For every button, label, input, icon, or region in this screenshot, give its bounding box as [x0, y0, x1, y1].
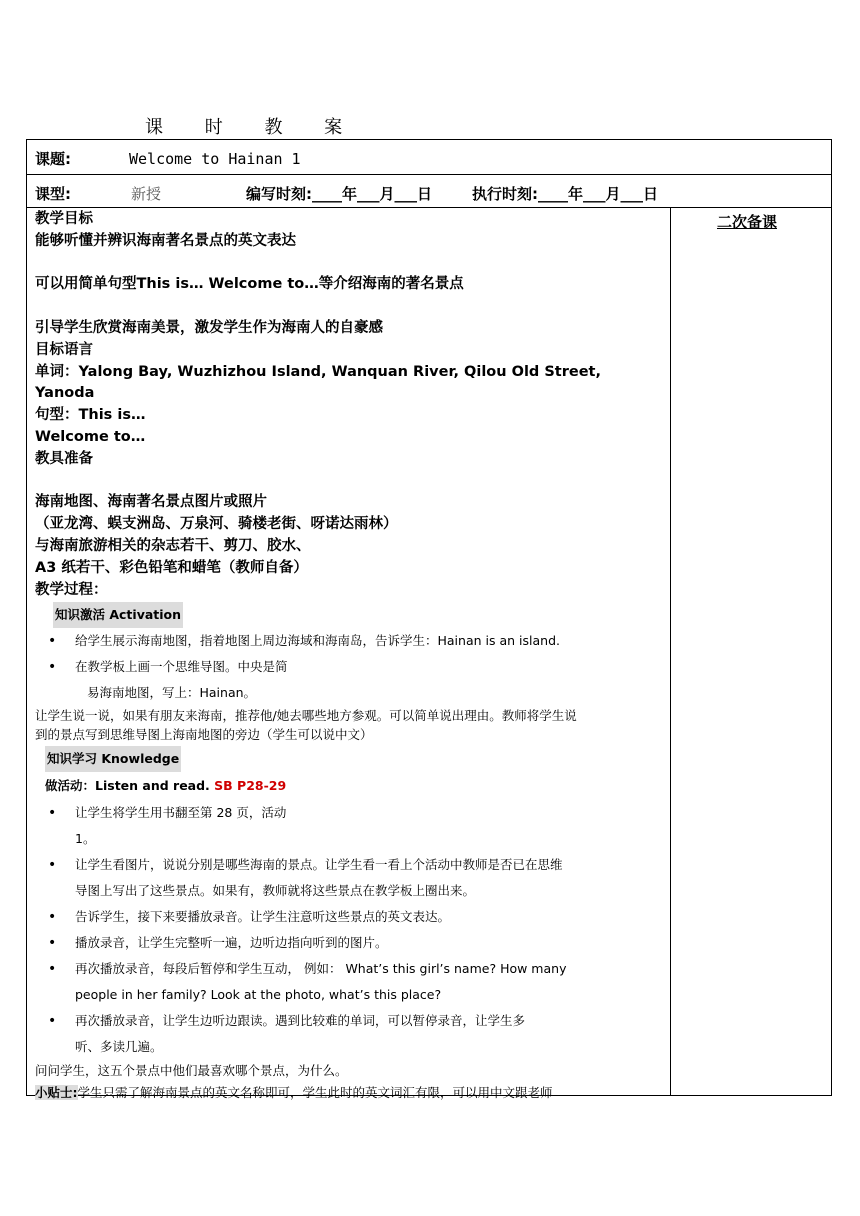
materials-line: 与海南旅游相关的杂志若干、剪刀、胶水、: [35, 537, 311, 554]
activity-ref: SB P28-29: [214, 778, 287, 794]
list-item-continuation: 听、多读几遍。: [75, 1039, 163, 1055]
list-item: [35, 800, 665, 826]
list-item-text: 播放录音，让学生完整听一遍，边听边指向听到的图片。: [75, 935, 388, 951]
activation-label: 知识激活 Activation: [53, 602, 183, 628]
secondary-prep-title: 二次备课: [717, 213, 778, 231]
materials-line: （亚龙湾、蜈支洲岛、万泉河、骑楼老街、呀诺达雨林）: [35, 516, 398, 533]
vocab-line: 单词：Yalong Bay, Wuzhizhou Island, Wanquan River, Qilou Old Street,: [35, 363, 601, 380]
list-item-text: 再次播放录音，让学生边听边跟读。遇到比较难的单词，可以暂停录音，让学生多: [75, 1013, 526, 1029]
materials-heading: 教具准备: [35, 450, 93, 467]
type-value: 新授: [131, 185, 162, 203]
objective-item: 可以用简单句型This is… Welcome to…等介绍海南的著名景点: [35, 276, 464, 293]
tip-line: [35, 1082, 665, 1103]
list-item-continuation: 1。: [75, 831, 96, 847]
target-language-heading: 目标语言: [35, 341, 93, 358]
list-item-text: 在教学板上画一个思维导图。中央是简: [75, 659, 288, 675]
pattern-line: Welcome to…: [35, 428, 146, 445]
topic-value: Welcome to Hainan 1: [129, 150, 301, 168]
objective-item: 引导学生欣赏海南美景，激发学生作为海南人的自豪感: [35, 319, 383, 336]
list-item-text: 告诉学生，接下来要播放录音。让学生注意听这些景点的英文表达。: [75, 909, 451, 925]
topic-row: [35, 148, 301, 169]
paragraph-line: 到的景点写到思维导图上海南地图的旁边（学生可以说中文）: [35, 727, 373, 743]
list-item: [35, 930, 665, 956]
list-item: [35, 852, 665, 878]
type-row: [35, 183, 658, 204]
list-item: [35, 904, 665, 930]
list-item: [35, 654, 665, 680]
list-item-text: 让学生将学生用书翻至第 28 页，活动: [75, 805, 287, 821]
page-title: 课 时 教 案: [145, 117, 361, 138]
type-label: 课型:: [35, 185, 71, 203]
tip-text: 学生只需了解海南景点的英文名称即可，学生此时的英文词汇有限，可以用中文跟老师: [77, 1085, 553, 1101]
compose-time: 编写时刻:____年___月___日: [246, 185, 432, 203]
row-divider: [27, 207, 831, 208]
topic-label: 课题:: [35, 150, 71, 168]
question-line: 问问学生，这五个景点中他们最喜欢哪个景点，为什么。: [35, 1063, 348, 1079]
list-item-text: 给学生展示海南地图，指着地图上周边海域和海南岛，告诉学生：Hainan is an island.: [75, 633, 560, 649]
list-item-text: 再次播放录音，每段后暂停和学生互动， 例如： What’s this girl’s name? How many: [75, 961, 567, 977]
process-heading: 教学过程：: [35, 581, 108, 598]
list-item-continuation: 导图上写出了这些景点。如果有，教师就将这些景点在教学板上圈出来。: [75, 883, 476, 899]
vocab-line: Yanoda: [35, 385, 95, 402]
column-divider: [670, 208, 671, 1095]
row-divider: [27, 174, 831, 175]
tip-label: 小贴士:: [35, 1085, 78, 1101]
lesson-plan-table: [26, 139, 832, 1101]
pattern-line: 句型：This is…: [35, 407, 146, 424]
materials-line: 海南地图、海南著名景点图片或照片: [35, 494, 267, 511]
list-item-text: 让学生看图片，说说分别是哪些海南的景点。让学生看一看上个活动中教师是否已在思维: [75, 857, 563, 873]
list-item: [35, 628, 665, 654]
objectives-heading: 教学目标: [35, 211, 93, 227]
list-item: [35, 1008, 665, 1034]
activity-text: 做活动：Listen and read.: [45, 778, 215, 794]
materials-line: A3 纸若干、彩色铅笔和蜡笔（教师自备）: [35, 559, 308, 576]
objective-item: 能够听懂并辨识海南著名景点的英文表达: [35, 232, 296, 249]
activity-line: [35, 772, 665, 800]
list-item: [35, 956, 665, 982]
list-item-continuation: 易海南地图，写上：Hainan。: [87, 685, 257, 701]
knowledge-label: 知识学习 Knowledge: [45, 746, 181, 772]
exec-time: 执行时刻:____年___月___日: [472, 185, 658, 203]
lesson-content: [35, 209, 665, 1103]
paragraph-line: 让学生说一说，如果有朋友来海南，推荐他/她去哪些地方参观。可以简单说出理由。教师将学生说: [35, 708, 577, 724]
list-item-continuation: people in her family? Look at the photo, what’s this place?: [75, 987, 442, 1003]
